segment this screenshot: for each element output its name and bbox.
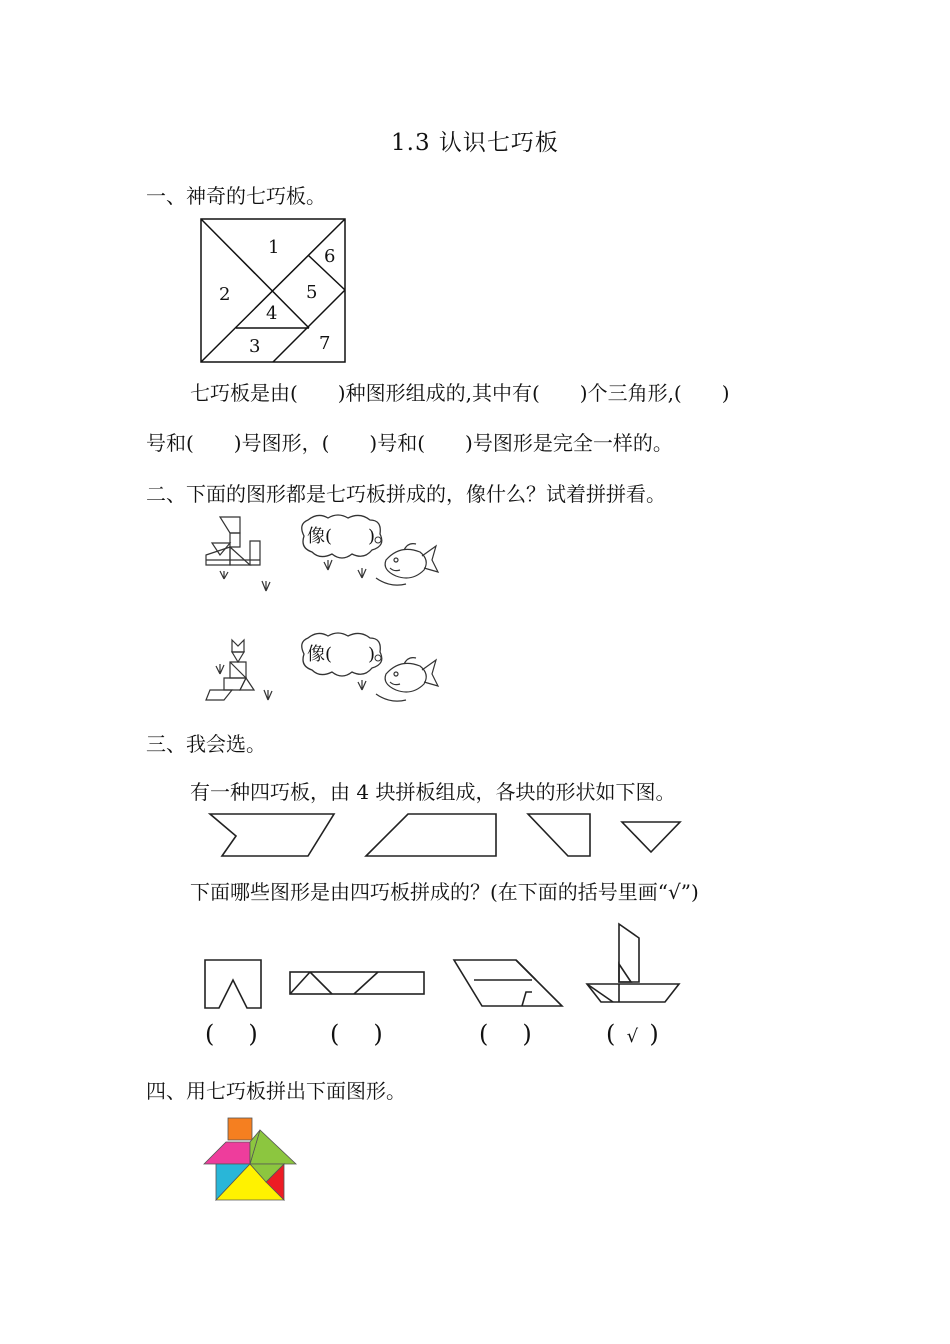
page-title: 1.3 认识七巧板 [391, 130, 559, 156]
section3-question: 下面哪些图形是由四巧板拼成的？(在下面的括号里画“√”) [190, 880, 699, 904]
answer-2[interactable]: ( ) [330, 1020, 383, 1048]
section1-question-line2: 号和( )号图形，( )号和( )号图形是完全一样的。 [146, 431, 673, 455]
fish-figure-1 [320, 538, 440, 598]
section1-question-line1: 七巧板是由( )种图形组成的,其中有( )个三角形,( ) [190, 381, 730, 405]
house-chimney [228, 1118, 252, 1140]
piece-triangle-shape [622, 822, 680, 852]
piece-parallelogram-shape [366, 814, 496, 856]
swan-figure [202, 515, 272, 595]
piece-label-7: 7 [319, 333, 331, 354]
house-roof-left [204, 1142, 250, 1164]
tangram-diagonal-1 [201, 219, 309, 328]
answer-4[interactable]: ( √ ) [606, 1020, 659, 1048]
tangram-diagram [200, 218, 346, 364]
answer-3[interactable]: ( ) [479, 1020, 532, 1048]
section4-heading: 四、用七巧板拼出下面图形。 [146, 1079, 406, 1103]
answer-1[interactable]: ( ) [205, 1020, 258, 1048]
piece-label-2: 2 [219, 284, 231, 305]
piece-label-6: 6 [324, 246, 336, 267]
bubble-text-2: 像( ) [307, 644, 376, 665]
four-piece-shapes [208, 812, 688, 862]
colored-house [202, 1116, 302, 1204]
section2-heading: 二、下面的图形都是七巧板拼成的，像什么？试着拼拼看。 [146, 482, 666, 506]
piece-chevron-shape [210, 814, 334, 856]
option-shape-4 [583, 920, 683, 1006]
piece-label-3: 3 [249, 336, 261, 357]
piece-trapezoid-shape [528, 814, 590, 856]
option-shape-2 [288, 970, 426, 998]
bubble-text-1: 像( ) [307, 526, 376, 547]
section3-heading: 三、我会选。 [146, 732, 266, 756]
cat-figure [202, 638, 282, 708]
piece-label-1: 1 [268, 237, 280, 258]
fish-figure-2 [320, 652, 440, 712]
option-shape-3 [452, 958, 564, 1010]
option-shape-1 [203, 958, 263, 1010]
piece-label-4: 4 [266, 303, 278, 324]
section3-intro: 有一种四巧板，由 4 块拼板组成，各块的形状如下图。 [190, 780, 676, 804]
piece-label-5: 5 [306, 282, 318, 303]
answer-mark-4: √ [626, 1026, 639, 1047]
section1-heading: 一、神奇的七巧板。 [146, 184, 326, 208]
